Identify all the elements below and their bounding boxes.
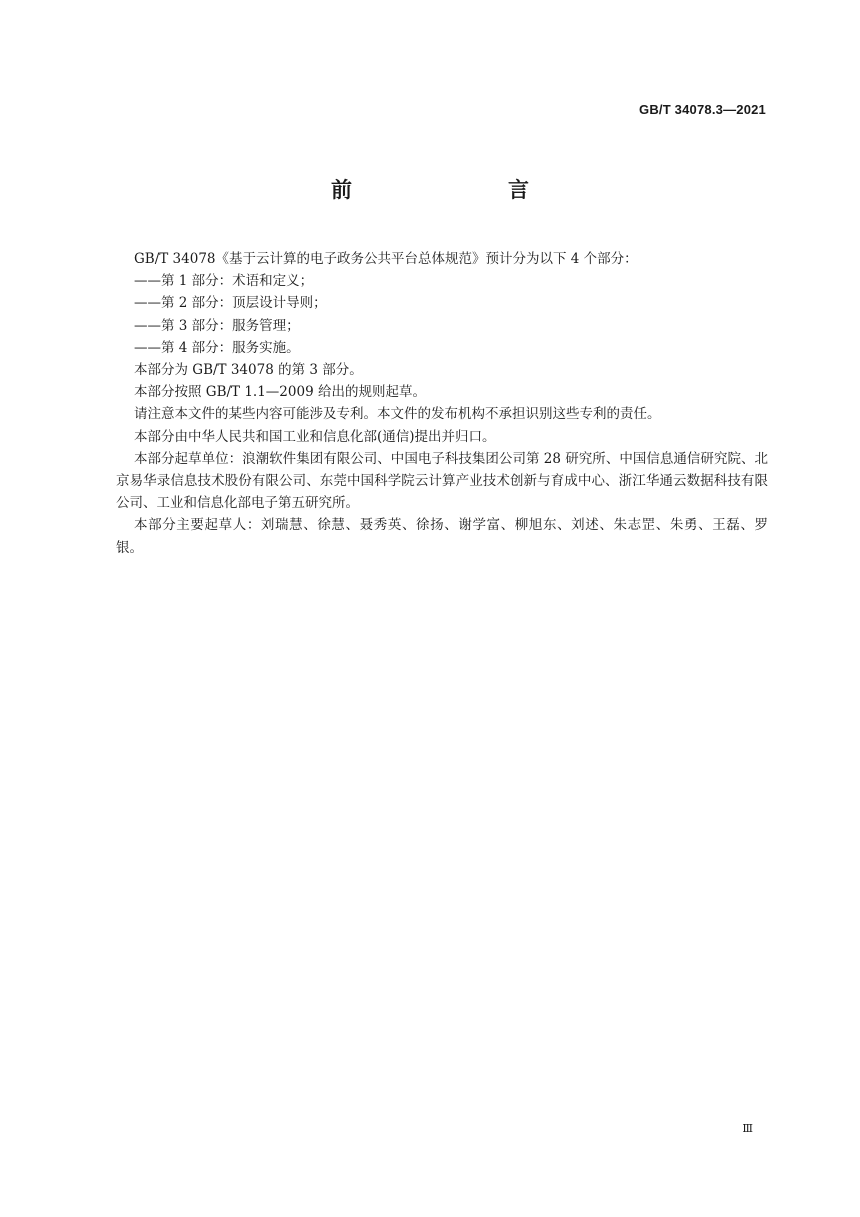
paragraph-patent-notice: 请注意本文件的某些内容可能涉及专利。本文件的发布机构不承担识别这些专利的责任。	[134, 406, 661, 423]
paragraph-proposer: 本部分由中华人民共和国工业和信息化部(通信)提出并归口。	[134, 428, 496, 445]
paragraph-drafting-units: 本部分起草单位：浪潮软件集团有限公司、中国电子科技集团公司第 28 研究所、中国信息通信研究院、北京易华录信息技术股份有限公司、东莞中国科学院云计算产业技术创新与育成中心、浙江华通云数据科技有限公司、工业和信息化部电子第五研究所。	[116, 450, 768, 512]
standard-number: GB/T 34078.3—2021	[639, 102, 766, 117]
paragraph-drafting-rules: 本部分按照 GB/T 1.1—2009 给出的规则起草。	[134, 384, 426, 401]
list-item-part-2: ——第 2 部分：顶层设计导则；	[134, 295, 327, 312]
page-title: 前 言	[331, 178, 567, 202]
foreword-body	[116, 248, 768, 559]
paragraph-this-part: 本部分为 GB/T 34078 的第 3 部分。	[134, 362, 363, 379]
paragraph-drafters: 本部分主要起草人：刘瑞慧、徐慧、聂秀英、徐扬、谢学富、柳旭东、刘述、朱志罡、朱勇、王磊、罗银。	[116, 517, 768, 556]
page-number: Ⅲ	[742, 1122, 753, 1135]
list-item-part-3: ——第 3 部分：服务管理；	[134, 317, 300, 334]
paragraph-intro: GB/T 34078《基于云计算的电子政务公共平台总体规范》预计分为以下 4 个部分：	[134, 251, 638, 267]
list-item-part-4: ——第 4 部分：服务实施。	[134, 339, 300, 356]
list-item-part-1: ——第 1 部分：术语和定义；	[134, 273, 314, 290]
